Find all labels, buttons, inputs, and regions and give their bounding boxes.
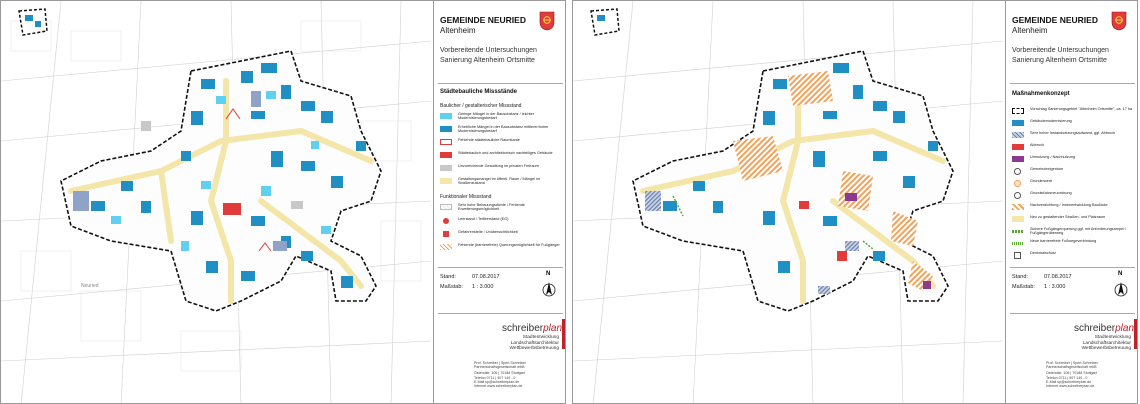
- legend-label: Erhebliche Mängel in der Bausubstanz mittlerer/hoher Modernisierungsbedarf: [458, 125, 549, 134]
- legend-swatch: [1012, 216, 1024, 222]
- right-legend-panel: [1005, 1, 1138, 404]
- legend-swatch: [1014, 252, 1021, 259]
- footer-line: Ostendstr. 106 | 70188 Stuttgart: [1046, 371, 1097, 376]
- legend-label: Fehlende städtebauliche Raumkante: [458, 138, 520, 142]
- legend-label: Fehlende (barrierefreie) Querungsmöglichkeit für Fußgänger: [458, 243, 560, 247]
- scale-label: Maßstab:: [440, 284, 463, 290]
- footer-line: E-Mail sp@schreiberplan.de: [474, 379, 520, 384]
- left-legend-panel: [433, 1, 566, 404]
- legend-swatch: [440, 113, 452, 119]
- legend-swatch: [443, 218, 449, 224]
- north-arrow-icon: [1114, 279, 1128, 301]
- legend-item: [440, 164, 566, 176]
- brand-tagline: [459, 335, 559, 352]
- legend-swatch: [440, 139, 452, 145]
- legend-swatch: [440, 165, 452, 171]
- divider: [1010, 267, 1135, 268]
- legend-item: [1012, 227, 1138, 239]
- legend-swatch: [1012, 204, 1024, 210]
- divider: [438, 83, 563, 84]
- divider: [438, 313, 563, 314]
- legend-label: Städtebaulich und architektonisch nachteiliges Gebäude: [458, 151, 553, 155]
- legend-item: [1012, 131, 1138, 143]
- brand-line: Stadtentwicklung: [522, 335, 559, 340]
- brand-bar: [1134, 319, 1137, 349]
- legend-group-functional: Funktionaler Missstand: [440, 194, 492, 200]
- legend-label: Unzureichende Gestaltung im privaten Freiraum: [458, 164, 539, 168]
- municipality-title: GEMEINDE NEURIED: [1012, 15, 1098, 25]
- legend-swatch: [1012, 108, 1024, 114]
- brand-line: Wettbewerbsbetreuung: [1081, 346, 1131, 351]
- brand-bar: [562, 319, 565, 349]
- north-label: N: [1118, 271, 1123, 277]
- legend-item: [1012, 143, 1138, 155]
- legend-item: [440, 217, 566, 229]
- brand-name: schreiber: [1073, 323, 1116, 334]
- legend-label: Vorschlag Sanierungsgebiet "Altenheim Ortsmitte", ca. 17 ha: [1030, 107, 1133, 111]
- footer-line: Telefon 0711 | 907 149 - 0: [474, 375, 516, 380]
- legend-item: [440, 125, 566, 137]
- company-footer: [1046, 361, 1134, 388]
- legend-swatch: [1012, 242, 1024, 245]
- brand-tagline: [1031, 335, 1131, 352]
- project-line-1: Vorbereitende Untersuchungen: [440, 47, 537, 54]
- legend-swatch: [440, 244, 452, 250]
- brand-line: Stadtentwicklung: [1094, 335, 1131, 340]
- right-map: [573, 1, 1003, 404]
- brand-name-italic: plan: [543, 323, 562, 334]
- divider: [438, 267, 563, 268]
- legend-label: Sehr hohe Bebauungsdichte / Fehlende Erweiterungsmöglichkeit: [458, 203, 525, 212]
- legend-swatch: [1014, 168, 1021, 175]
- legend-item: [1012, 191, 1138, 203]
- legend-label: Nachverdichtung / Innenentwicklung Baulücke: [1030, 203, 1108, 207]
- legend-label: Gefahrenstelle / Unübersichtlichkeit: [458, 230, 518, 234]
- legend-swatch: [1014, 180, 1021, 187]
- legend-label: Leerstand / Teilleerstand (EG): [458, 217, 509, 221]
- scale-value: 1 : 3.000: [472, 284, 494, 290]
- north-arrow-icon: [542, 279, 556, 301]
- legend-item: [1012, 155, 1138, 167]
- coat-of-arms-logo: [1111, 11, 1127, 31]
- footer-line: Internet www.schreiberplan.de: [1046, 384, 1095, 389]
- left-plan-sheet: [0, 0, 566, 404]
- north-label: N: [546, 271, 551, 277]
- legend-swatch: [1012, 120, 1024, 126]
- project-line-2: Sanierung Altenheim Ortsmitte: [1012, 57, 1107, 64]
- legend-label: Neu zu gestaltender Straßen- und Platzraum: [1030, 215, 1106, 219]
- legend-item: [440, 112, 566, 124]
- legend-label: Abbruch: [1030, 143, 1045, 147]
- legend-item: [1012, 107, 1138, 119]
- legend-label: Grunderwerb: [1030, 179, 1053, 183]
- legend-label: Sehr hoher Instandsetzungsaufwand, ggf. Abbruch: [1030, 131, 1116, 135]
- project-line-2: Sanierung Altenheim Ortsmitte: [440, 57, 535, 64]
- scale-value: 1 : 3.000: [1044, 284, 1066, 290]
- legend-swatch: [1012, 132, 1024, 138]
- legend-title: Städtebauliche Missstände: [440, 89, 518, 95]
- legend-swatch: [1014, 192, 1021, 199]
- footer-line: Internet www.schreiberplan.de: [474, 384, 523, 389]
- legend-item: [1012, 215, 1138, 227]
- legend-swatch: [1012, 230, 1024, 233]
- company-footer: [474, 361, 562, 388]
- legend-label: Denkmalschutz: [1030, 251, 1056, 255]
- coat-of-arms-logo: [539, 11, 555, 31]
- legend-swatch: [440, 152, 452, 158]
- date-label: Stand:: [1012, 274, 1028, 280]
- date-value: 07.08.2017: [472, 274, 500, 280]
- legend-item: [440, 177, 566, 189]
- date-value: 07.08.2017: [1044, 274, 1072, 280]
- municipality-title: GEMEINDE NEURIED: [440, 15, 526, 25]
- legend-label: Grundstücksneuordnung: [1030, 191, 1072, 195]
- project-line-1: Vorbereitende Untersuchungen: [1012, 47, 1109, 54]
- legend-swatch: [440, 178, 452, 184]
- footer-line: Ostendstr. 106 | 70188 Stuttgart: [474, 371, 525, 376]
- legend-item: [1012, 239, 1138, 251]
- left-map: [1, 1, 431, 404]
- scale-label: Maßstab:: [1012, 284, 1035, 290]
- legend-label: Umnutzung / Nachnutzung: [1030, 155, 1075, 159]
- brand-name-italic: plan: [1115, 323, 1134, 334]
- legend-swatch: [1012, 144, 1024, 150]
- footer-line: Telefon 0711 | 907 149 - 0: [1046, 375, 1088, 380]
- project-title: [440, 46, 564, 66]
- right-plan-sheet: [572, 0, 1138, 404]
- legend-title: Maßnahmenkonzept: [1012, 91, 1070, 97]
- legend-label: Gebäudemodernisierung: [1030, 119, 1072, 123]
- footer-line: E-Mail sp@schreiberplan.de: [1046, 379, 1092, 384]
- legend-label: Sichere Fußgängerquerung ggf. mit Anforderungsampel / Fußgängerüberweg: [1030, 227, 1127, 236]
- footer-line: Partnerschaftsgesellschaft mbB: [474, 365, 525, 370]
- brand-line: Wettbewerbsbetreuung: [509, 346, 559, 351]
- legend-swatch: [440, 204, 452, 210]
- legend-swatch: [440, 126, 452, 132]
- municipality-subtitle: Altenheim: [1012, 26, 1048, 35]
- legend-group-structural: Baulicher / gestalterischer Missstand: [440, 103, 522, 109]
- legend-swatch: [1012, 156, 1024, 162]
- brand-line: Landschaftsarchitektur: [1082, 340, 1131, 346]
- brand-name: schreiber: [501, 323, 544, 334]
- divider: [1010, 83, 1135, 84]
- legend-label: Neue barrierefreie Fußwegeverbindung: [1030, 239, 1097, 243]
- brand-line: Landschaftsarchitektur: [510, 340, 559, 346]
- legend-item: [1012, 119, 1138, 131]
- legend-item: [1012, 179, 1138, 191]
- legend-item: [1012, 167, 1138, 179]
- legend-swatch: [443, 231, 449, 237]
- legend-label: Geringe Mängel in der Bausubstanz / leichter Modernisierungsbedarf: [458, 112, 534, 121]
- municipality-subtitle: Altenheim: [440, 26, 476, 35]
- legend-item: [440, 138, 566, 150]
- legend-item: [440, 151, 566, 163]
- map-place-label: Neuried: [81, 283, 99, 289]
- footer-line: Prof. Schreiber | Sperl-Schreiber: [474, 361, 526, 365]
- legend-item: [440, 203, 566, 215]
- legend-item: [440, 230, 566, 242]
- project-title: [1012, 46, 1136, 66]
- legend-label: Gestaltungsmangel im öffentl. Raum / Mängel im Straßenzustand: [458, 177, 541, 186]
- date-label: Stand:: [440, 274, 456, 280]
- divider: [1010, 313, 1135, 314]
- footer-line: Prof. Schreiber | Sperl-Schreiber: [1046, 361, 1098, 365]
- legend-item: [1012, 251, 1138, 263]
- legend-label: Gemeindeeigentum: [1030, 167, 1064, 171]
- legend-item: [1012, 203, 1138, 215]
- brand-logo: [1012, 323, 1134, 334]
- legend-item: [440, 243, 566, 255]
- brand-logo: [440, 323, 562, 334]
- footer-line: Partnerschaftsgesellschaft mbB: [1046, 365, 1097, 370]
